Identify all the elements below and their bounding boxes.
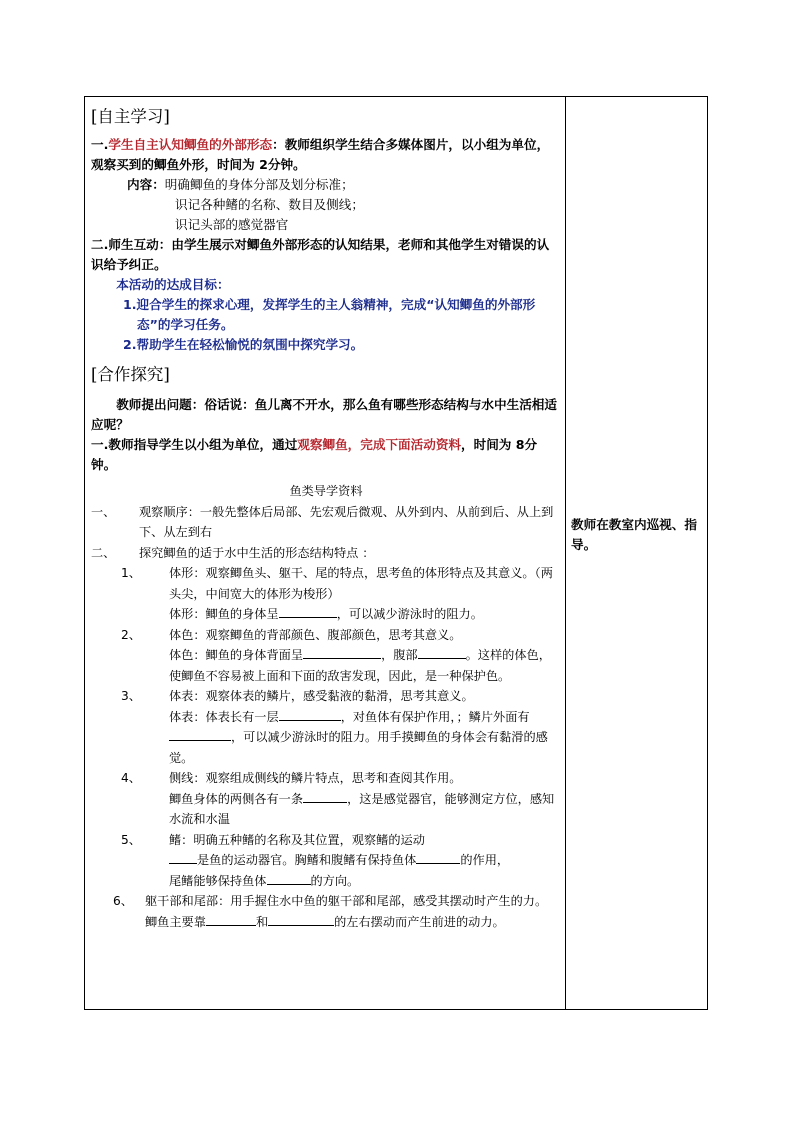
cooperation-heading: [合作探究] <box>91 365 170 384</box>
answer-blank[interactable] <box>206 912 256 926</box>
goal-title: 本活动的达成目标： <box>116 277 230 292</box>
content-line-3: 识记头部的感觉器官 <box>175 217 289 232</box>
teaching-content-cell <box>91 103 561 932</box>
goal-1: 1.迎合学生的探求心理，发挥学生的主人翁精神，完成“认知鲫鱼的外部形态”的学习任务。 <box>123 297 536 332</box>
fill-lateral-line: 鲫鱼身体的两侧各有一条 ，这是感觉器官，能够测定方位，感知水流和水温 <box>91 789 561 830</box>
fill-trunk-tail: 鲫鱼主要靠 和 的左右摆动而产生前进的动力。 <box>91 912 561 933</box>
answer-blank[interactable] <box>169 850 197 864</box>
answer-blank[interactable] <box>267 871 311 885</box>
content-line-1: 内容：明确鲫鱼的身体分部及划分标准； <box>127 177 354 192</box>
group-task: 一.教师指导学生以小组为单位，通过观察鲫鱼，完成下面活动资料，时间为 8分钟。 <box>91 437 538 472</box>
answer-blank[interactable] <box>279 707 341 721</box>
guide-section-1: 一、 观察顺序：一般先整体后局部、先宏观后微观、从外到内、从前到后、从上到下、从左到右 <box>91 504 554 539</box>
guide-section-2: 二、 探究鲫鱼的适于水中生活的形态结构特点 ： <box>91 545 375 560</box>
teacher-activity-cell <box>571 515 701 555</box>
self-study-heading: [自主学习] <box>91 107 170 126</box>
teacher-question: 教师提出问题：俗话说：鱼儿离不开水，那么鱼有哪些形态结构与水中生活相适应呢？ <box>91 397 557 432</box>
lesson-table <box>84 96 708 1010</box>
answer-blank[interactable] <box>279 604 337 618</box>
content-line-2: 识记各种鳍的名称、数目及侧线； <box>175 197 364 212</box>
answer-blank[interactable] <box>169 727 231 741</box>
answer-blank[interactable] <box>268 912 334 926</box>
guide-title: 鱼类导学资料 <box>289 484 363 498</box>
fill-fins: 是鱼的运动器官。胸鳍和腹鳍有保持鱼体 的作用， 尾鳍能够保持鱼体 的方向。 <box>91 850 561 891</box>
teacher-note: 教师在教室内巡视、指导。 <box>571 517 697 552</box>
answer-blank[interactable] <box>303 789 347 803</box>
fill-body-shape: 体形：鲫鱼的身体呈 ，可以减少游泳时的阻力。 <box>91 604 561 625</box>
self-study-item-2: 二.师生互动：由学生展示对鲫鱼外部形态的认知结果，老师和其他学生对错误的认识给予纠正。 <box>91 237 550 272</box>
column-divider <box>565 97 566 1009</box>
self-study-item-1: 一.学生自主认知鲫鱼的外部形态：教师组织学生结合多媒体图片，以小组为单位，观察买到的鲫鱼外形，时间为 2分钟。 <box>91 137 550 172</box>
fill-body-color: 体色：鲫鱼的身体背面呈 ，腹部 。这样的体色，使鲫鱼不容易被上面和下面的敌害发现，因此，是一种保护色。 <box>91 645 561 686</box>
answer-blank[interactable] <box>418 645 466 659</box>
item-body-shape: 1、 体形：观察鲫鱼头、躯干、尾的特点，思考鱼的体形特点及其意义。（两头尖，中间宽大的体形为梭形） <box>121 566 553 601</box>
item-trunk-tail: 6、 躯干部和尾部：用手握住水中鱼的躯干部和尾部，感受其摆动时产生的力。 <box>113 894 548 908</box>
fill-body-surface: 体表：体表长有一层 ，对鱼体有保护作用，；鳞片外面有，可以减少游泳时的阻力。用手摸鲫鱼的身体会有黏滑的感觉。 <box>91 707 561 769</box>
item-1-topic: 学生自主认知鲫鱼的外部形态 <box>108 137 273 152</box>
item-fins: 5、 鳍：明确五种鳍的名称及其位置，观察鳍的运动 <box>121 832 425 847</box>
goal-2: 2.帮助学生在轻松愉悦的氛围中探究学习。 <box>123 337 364 352</box>
item-body-color: 2、 体色：观察鲫鱼的背部颜色、腹部颜色，思考其意义。 <box>121 627 462 642</box>
item-lateral-line: 4、 侧线：观察组成侧线的鳞片特点，思考和查阅其作用。 <box>121 771 462 785</box>
answer-blank[interactable] <box>416 850 460 864</box>
answer-blank[interactable] <box>303 645 381 659</box>
item-body-surface: 3、 体表：观察体表的鳞片，感受黏液的黏滑，思考其意义。 <box>121 689 474 703</box>
